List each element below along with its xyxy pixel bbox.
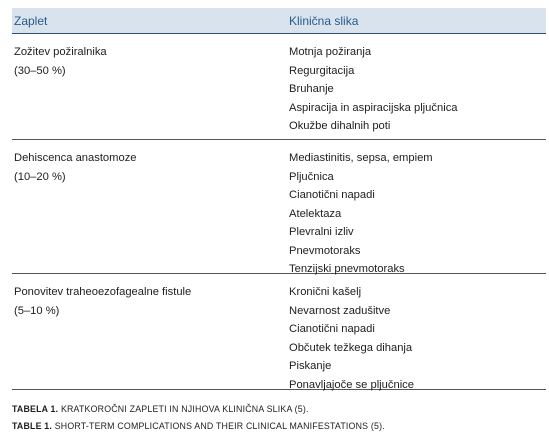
manifestation-item: Cianotični napadi <box>289 189 375 201</box>
manifestation-item: Mediastinitis, sepsa, empiem <box>289 152 433 164</box>
caption-label: TABLE 1. <box>12 421 53 431</box>
complication-cell <box>14 283 191 320</box>
complication-cell <box>14 43 107 80</box>
header-clinical-picture: Klinična slika <box>289 14 359 28</box>
table-header <box>12 8 546 34</box>
caption-text: KRATKOROČNI ZAPLETI IN NJIHOVA KLINIČNA SLIKA (5). <box>60 404 309 414</box>
table-row <box>12 34 546 140</box>
complication-name: Zožitev požiralnika <box>14 46 107 58</box>
manifestation-item: Tenzijski pnevmotoraks <box>289 263 405 275</box>
manifestation-item: Motnja požiranja <box>289 46 372 58</box>
manifestations-cell <box>289 149 433 279</box>
table-row <box>12 274 546 390</box>
complication-incidence: (5–10 %) <box>14 304 60 317</box>
table-row <box>12 140 546 274</box>
manifestation-item: Aspiracija in aspiracijska pljučnica <box>289 101 458 114</box>
manifestation-item: Plevralni izliv <box>289 226 354 238</box>
manifestation-item: Nevarnost zadušitve <box>289 304 391 317</box>
manifestation-item: Občutek težkega dihanja <box>289 341 413 354</box>
caption-slovenian <box>12 404 309 414</box>
manifestation-item: Bruhanje <box>289 83 334 95</box>
manifestations-cell <box>289 43 458 136</box>
caption-label: TABELA 1. <box>12 404 59 414</box>
header-complication: Zaplet <box>14 14 48 28</box>
manifestation-item: Piskanje <box>289 360 332 372</box>
manifestation-item: Cianotični napadi <box>289 323 375 335</box>
manifestations-cell <box>289 283 414 394</box>
complication-name: Dehiscenca anastomoze <box>14 152 137 164</box>
complication-incidence: (30–50 %) <box>14 64 66 77</box>
complications-table <box>12 8 546 390</box>
complication-cell <box>14 149 137 186</box>
complication-incidence: (10–20 %) <box>14 170 66 183</box>
manifestation-item: Regurgitacija <box>289 64 355 77</box>
manifestation-item: Pljučnica <box>289 170 334 183</box>
caption-english <box>12 421 385 431</box>
complication-name: Ponovitev traheoezofagealne fistule <box>14 286 192 298</box>
caption-text: SHORT-TERM COMPLICATIONS AND THEIR CLINICAL MANIFESTATIONS (5). <box>54 421 385 431</box>
manifestation-item: Pnevmotoraks <box>289 244 361 257</box>
manifestation-item: Ponavljajoče se pljučnice <box>289 378 415 391</box>
manifestation-item: Okužbe dihalnih poti <box>289 120 391 132</box>
manifestation-item: Atelektaza <box>289 207 342 220</box>
manifestation-item: Kronični kašelj <box>289 286 362 298</box>
